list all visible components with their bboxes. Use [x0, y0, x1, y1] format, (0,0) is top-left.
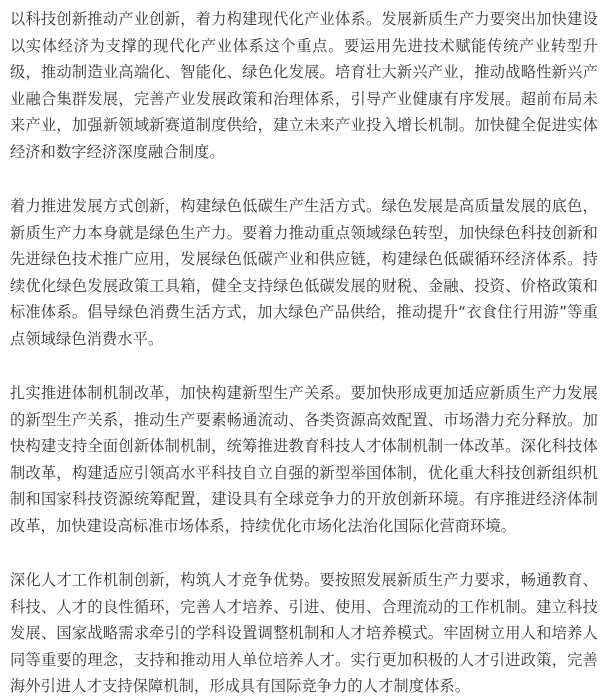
paragraph-industrial-system: 以科技创新推动产业创新，着力构建现代化产业体系。发展新质生产力要突出加快建设以实体经济为支撑的现代化产业体系这个重点。要运用先进技术赋能传统产业转型升级，推动制造业高端化、智能化、绿色化发展。培育壮大新兴产业，推动战略性新兴产业融合集群发展，完善产业发展政策和治理体系，引导产业健康有序发展。超前布局未来产业，加强新领域新赛道制度供给，建立未来产业投入增长机制。加快健全促进实体经济和数字经济深度融合制度。	[10, 10, 598, 161]
paragraph-talent-mechanism: 深化人才工作机制创新，构筑人才竞争优势。要按照发展新质生产力要求，畅通教育、科技、人才的良性循环，完善人才培养、引进、使用、合理流动的工作机制。建立科技发展、国家战略需求牵引的学科设置调整机制和人才培养模式。牢固树立用人和培养人同等重要的理念，支持和推动用人单位培养人才。实行更加积极的人才引进政策，完善海外引进人才支持保障机制，形成具有国际竞争力的人才制度体系。	[10, 571, 598, 695]
paragraph-green-development: 着力推进发展方式创新，构建绿色低碳生产生活方式。绿色发展是高质量发展的底色，新质生产力本身就是绿色生产力。要着力推动重点领域绿色转型，加快绿色科技创新和先进绿色技术推广应用，发展绿色低碳产业和供应链，构建绿色低碳循环经济体系。持续优化绿色发展政策工具箱，健全支持绿色低碳发展的财税、金融、投资、价格政策和标准体系。倡导绿色消费生活方式，加大绿色产品供给，推动提升“衣食住行用游”等重点领域绿色消费水平。	[10, 197, 598, 348]
paragraph-institutional-reform: 扎实推进体制机制改革，加快构建新型生产关系。要加快形成更加适应新质生产力发展的新型生产关系，推动生产要素畅通流动、各类资源高效配置、市场潜力充分释放。加快构建支持全面创新体制机制，统筹推进教育科技人才体制机制一体改革。深化科技体制改革，构建适应引领高水平科技自立自强的新型举国体制，优化重大科技创新组织机制和国家科技资源统筹配置，建设具有全球竞争力的开放创新环境。有序推进经济体制改革，加快建设高标准市场体系，持续优化市场化法治化国际化营商环境。	[10, 384, 598, 535]
